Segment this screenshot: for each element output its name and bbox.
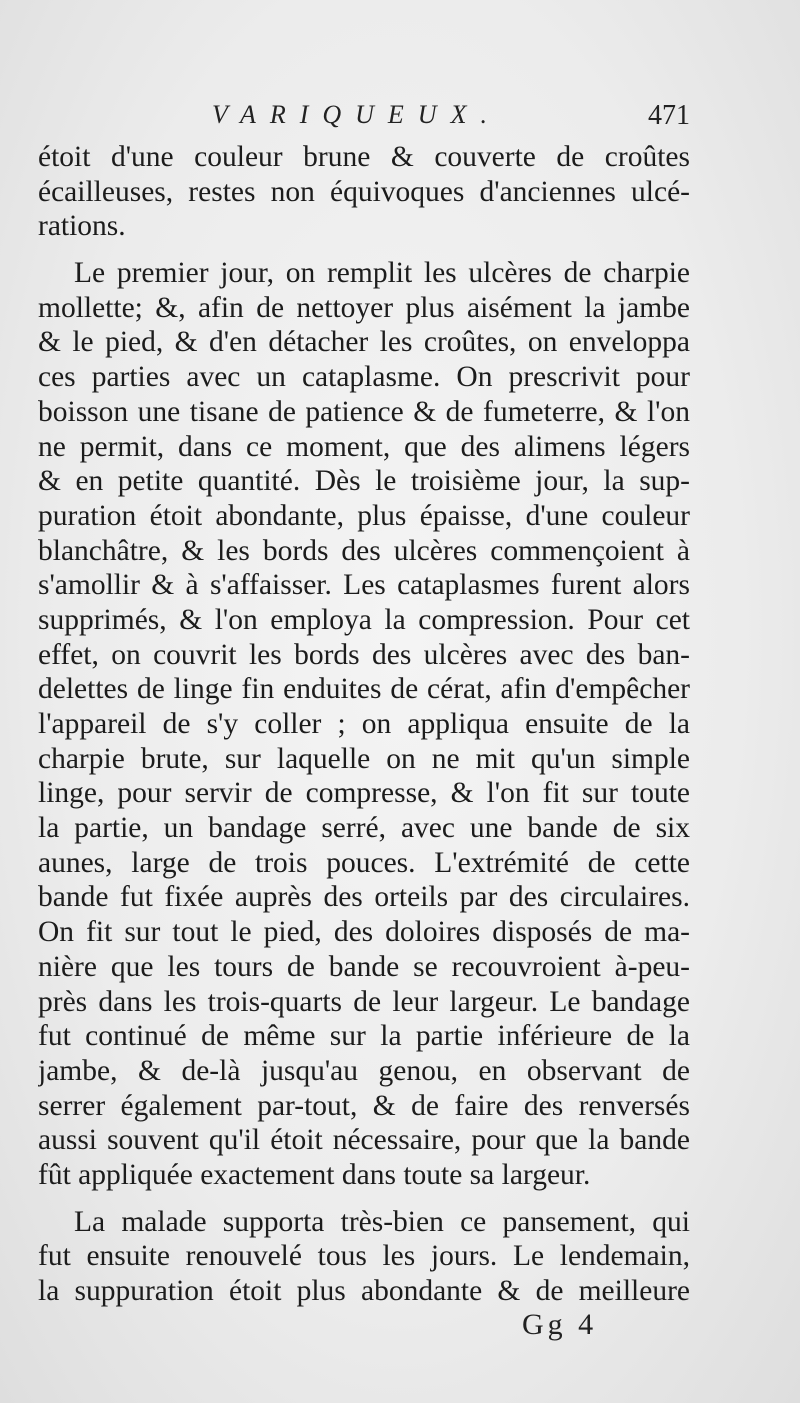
- text-line: la suppuration étoit plus abondante & de meilleure: [38, 1275, 690, 1307]
- text-line: rations.: [38, 210, 126, 243]
- text-line: charpie brute, sur laquelle on ne mit qu'un simple: [38, 742, 690, 775]
- paragraph: [38, 140, 690, 244]
- paragraph-gap: [38, 244, 690, 256]
- text-line: Le premier jour, on remplit les ulcères de charpie: [74, 257, 690, 290]
- text-line: puration étoit abondante, plus épaisse, d'une couleur: [38, 499, 690, 532]
- text-line: l'appareil de s'y coller ; on appliqua ensuite de la: [38, 708, 690, 740]
- running-head: [38, 96, 690, 146]
- text-line: boisson une tisane de patience & de fumeterre, & l'on: [38, 395, 690, 428]
- text-line: serrer également par-tout, & de faire des renversés: [38, 1089, 690, 1122]
- text-line: bande fut fixée auprès des orteils par des circulaires.: [38, 881, 690, 914]
- paragraph-gap: [38, 1193, 690, 1205]
- text-line: fût appliquée exactement dans toute sa largeur.: [38, 1158, 591, 1191]
- text-line: & en petite quantité. Dès le troisième jour, la sup-: [38, 465, 690, 498]
- text-line: jambe, & de-là jusqu'au genou, en observant de: [38, 1054, 690, 1087]
- text-line: s'amollir & à s'affaisser. Les cataplasmes furent alors: [38, 569, 690, 602]
- text-line: delettes de linge fin enduites de cérat, afin d'empêcher: [38, 673, 690, 706]
- text-line: blanchâtre, & les bords des ulcères commençoient à: [38, 534, 690, 567]
- text-line: près dans les trois-quarts de leur largeur. Le bandage: [38, 985, 690, 1018]
- text-line: étoit d'une couleur brune & couverte de croûtes: [38, 141, 690, 173]
- signature-mark: Gg 4: [522, 1308, 598, 1341]
- text-line: On fit sur tout le pied, des doloires disposés de ma-: [38, 916, 690, 949]
- text-line: ces parties avec un cataplasme. On prescrivit pour: [38, 361, 690, 394]
- running-title: VARIQUEUX.: [212, 100, 501, 129]
- text-line: nière que les tours de bande se recouvroient à-peu-: [38, 950, 690, 983]
- text-line: linge, pour servir de compresse, & l'on fit sur toute: [38, 777, 690, 810]
- text-line: fut continué de même sur la partie inférieure de la: [38, 1020, 690, 1053]
- text-line: La malade supporta très-bien ce pansement, qui: [74, 1205, 690, 1238]
- paragraph: [38, 1205, 690, 1309]
- text-line: ne permit, dans ce moment, que des alimens légers: [38, 430, 690, 463]
- text-line: fut ensuite renouvelé tous les jours. Le lendemain,: [38, 1240, 690, 1273]
- text-line: mollette; &, afin de nettoyer plus aisément la jambe: [38, 291, 690, 324]
- text-line: & le pied, & d'en détacher les croûtes, on enveloppa: [38, 326, 690, 359]
- text-line: supprimés, & l'on employa la compression. Pour cet: [38, 603, 690, 636]
- text-line: aussi souvent qu'il étoit nécessaire, pour que la bande: [38, 1124, 690, 1157]
- page-number: 471: [648, 100, 690, 131]
- paragraph: [38, 256, 690, 1193]
- text-line: effet, on couvrit les bords des ulcères avec des ban-: [38, 638, 690, 671]
- body-text: [38, 140, 690, 1309]
- text-line: la partie, un bandage serré, avec une bande de six: [38, 812, 690, 845]
- text-line: aunes, large de trois pouces. L'extrémité de cette: [38, 846, 690, 879]
- text-line: écailleuses, restes non équivoques d'anciennes ulcé-: [38, 175, 690, 208]
